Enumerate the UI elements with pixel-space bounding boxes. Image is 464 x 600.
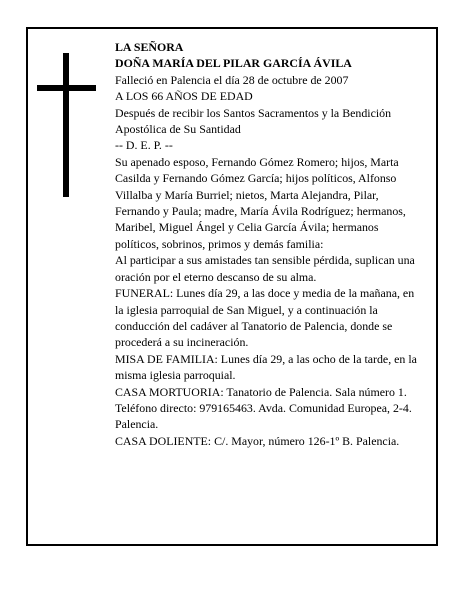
dep-line: -- D. E. P. --	[115, 138, 173, 153]
mortuary-info: CASA MORTUORIA: Tanatorio de Palencia. Sala número 1. Teléfono directo: 979165463. Avda. Comunidad Europea, 2-4. Palencia.	[115, 384, 412, 432]
family-paragraph: Su apenado esposo, Fernando Gómez Romero; hijos, Marta Casilda y Fernando Gómez García; hijos políticos, Alfonso Villalba y María Burriel; nietos, Marta Alejandra, Pilar, Fernando y Paula; madre, María Ávila Rodríguez; hermanos, Maribel, Miguel Ángel y Celia García Ávila; hermanos políticos, sobrinos, primos y demás familia:	[115, 154, 406, 251]
cross-icon	[63, 53, 69, 197]
mourning-home-info: CASA DOLIENTE: C/. Mayor, número 126-1º B. Palencia.	[115, 433, 400, 448]
family-mass-info: MISA DE FAMILIA: Lunes día 29, a las ocho de la tarde, en la misma iglesia parroquial.	[115, 351, 417, 383]
prayer-request: Al participar a sus amistades tan sensible pérdida, suplican una oración por el eterno descanso de su alma.	[115, 253, 415, 284]
obituary-text	[115, 39, 425, 449]
notice-title: LA SEÑORA	[115, 40, 184, 54]
deceased-name: DOÑA MARÍA DEL PILAR GARCÍA ÁVILA	[115, 56, 352, 71]
death-statement: Falleció en Palencia el día 28 de octubre de 2007	[115, 72, 349, 87]
funeral-info: FUNERAL: Lunes día 29, a las doce y media de la mañana, en la iglesia parroquial de San Miguel, y a continuación la conducción del cadáver al Tanatorio de Palencia, donde se procederá a su incineración.	[115, 286, 415, 350]
age-statement: A LOS 66 AÑOS DE EDAD	[115, 89, 253, 104]
cross-icon-crossbar	[37, 85, 96, 91]
sacraments-statement: Después de recibir los Santos Sacramentos y la Bendición Apostólica de Su Santidad	[115, 105, 392, 137]
